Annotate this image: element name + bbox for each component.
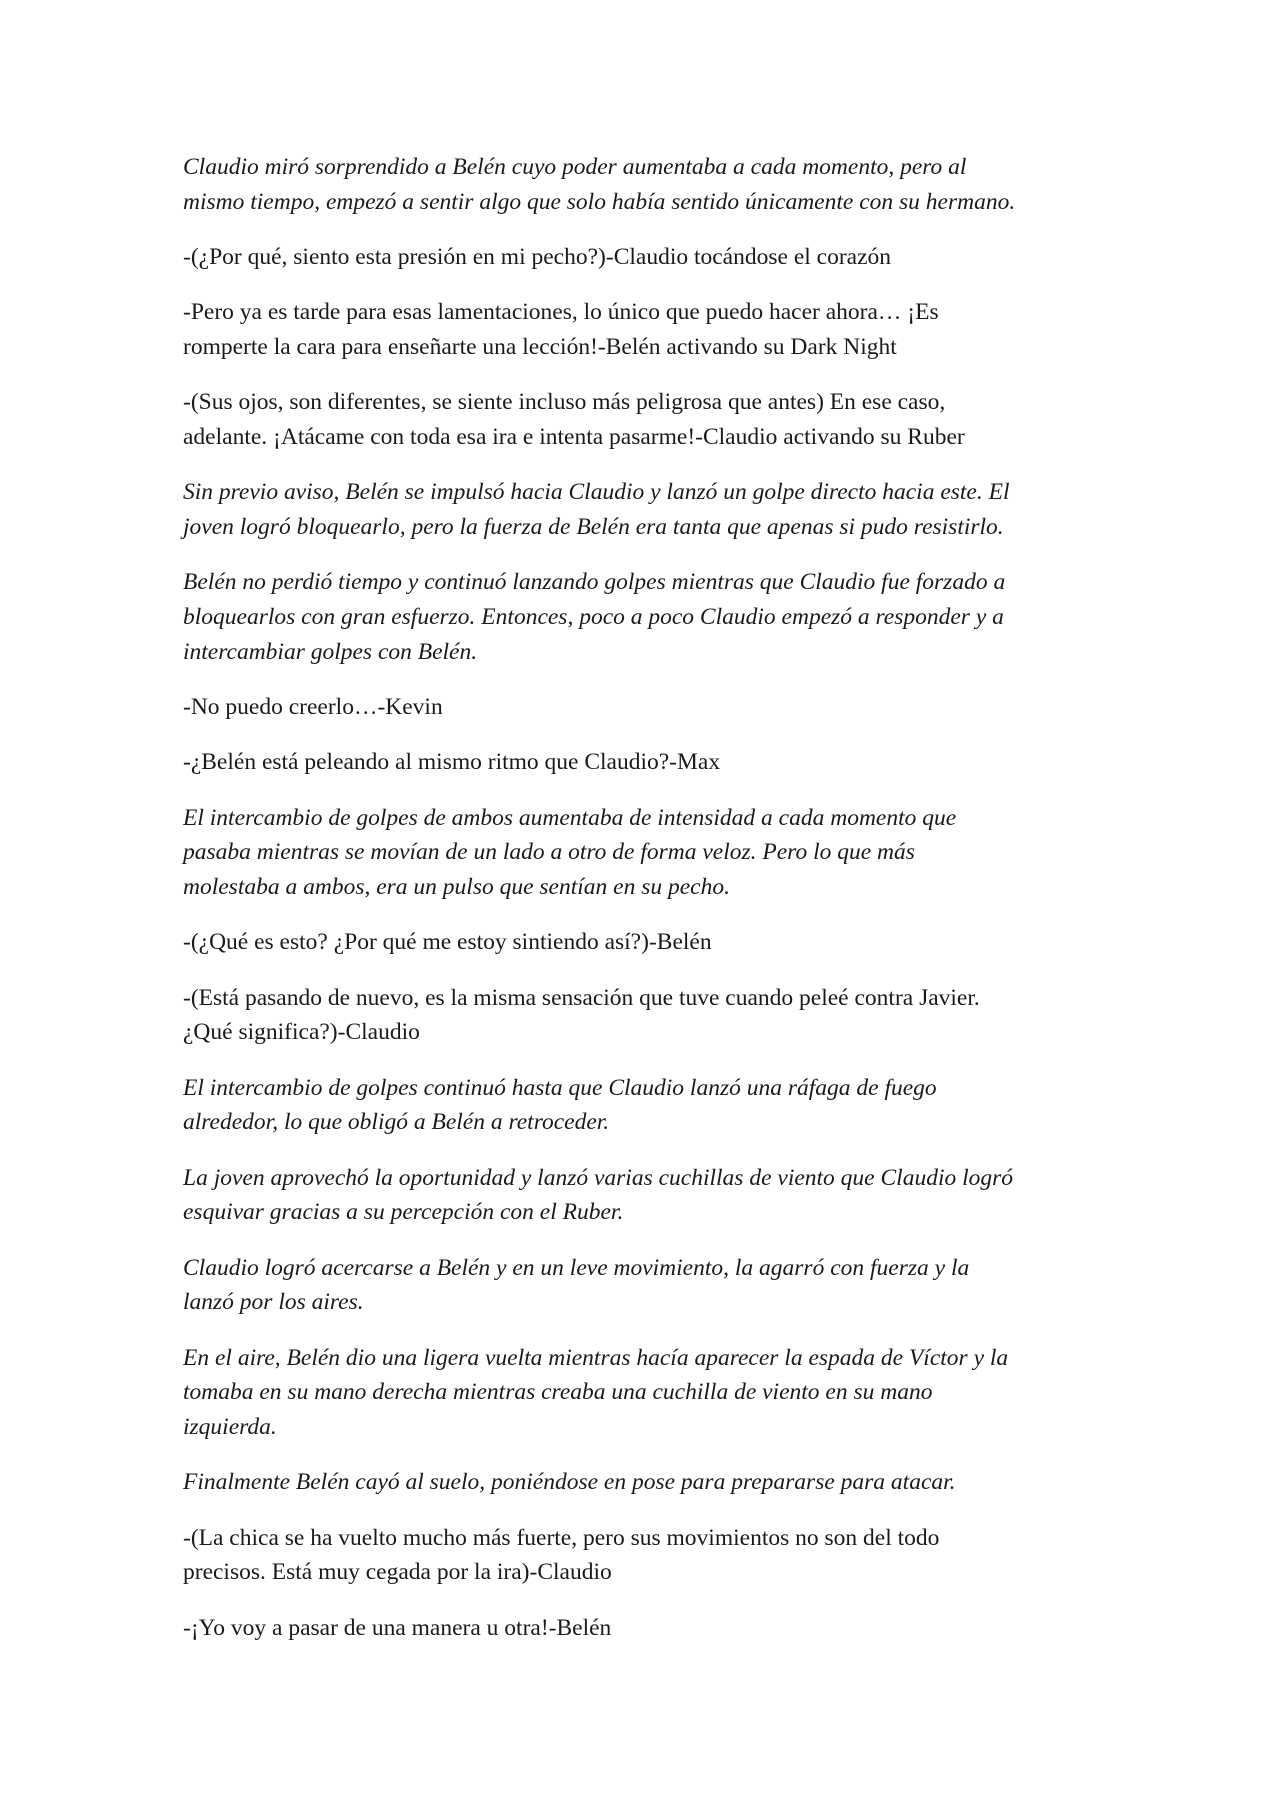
text-line: El intercambio de golpes continuó hasta que Claudio lanzó una ráfaga de fuego — [183, 1074, 937, 1101]
dialogue-paragraph — [183, 690, 1123, 725]
text-line: pasaba mientras se movían de un lado a otro de forma veloz. Pero lo que más — [183, 839, 915, 866]
narration-paragraph — [183, 1251, 1123, 1320]
dialogue-paragraph — [183, 925, 1123, 960]
text-line: En el aire, Belén dio una ligera vuelta mientras hacía aparecer la espada de Víctor y la — [183, 1344, 1009, 1371]
text-line: -¿Belén está peleando al mismo ritmo que Claudio?-Max — [183, 749, 721, 776]
text-line: La joven aprovechó la oportunidad y lanzó varias cuchillas de viento que Claudio logró — [183, 1164, 1014, 1191]
narration-paragraph — [183, 475, 1123, 544]
text-line: Claudio miró sorprendido a Belén cuyo poder aumentaba a cada momento, pero al — [183, 154, 967, 180]
text-line: romperte la cara para enseñarte una lección!-Belén activando su Dark Night — [183, 333, 897, 360]
text-line: intercambiar golpes con Belén. — [183, 638, 478, 665]
narration-paragraph — [183, 1071, 1123, 1140]
text-line: Belén no perdió tiempo y continuó lanzando golpes mientras que Claudio fue forzado a — [183, 569, 1006, 596]
text-line: tomaba en su mano derecha mientras creaba una cuchilla de viento en su mano — [183, 1379, 933, 1406]
narration-paragraph — [183, 801, 1123, 905]
dialogue-paragraph — [183, 240, 1123, 275]
text-line: -No puedo creerlo…-Kevin — [183, 693, 443, 720]
dialogue-paragraph — [183, 295, 1123, 364]
text-line: -(Sus ojos, son diferentes, se siente incluso más peligrosa que antes) En ese caso, — [183, 389, 946, 416]
text-line: esquivar gracias a su percepción con el Ruber. — [183, 1199, 624, 1226]
text-line: -(¿Por qué, siento esta presión en mi pecho?)-Claudio tocándose el corazón — [183, 243, 892, 270]
narration-paragraph — [183, 150, 1123, 219]
text-line: mismo tiempo, empezó a sentir algo que solo había sentido únicamente con su hermano. — [183, 188, 1016, 215]
document-page — [183, 150, 1123, 1666]
text-line: adelante. ¡Atácame con toda esa ira e intenta pasarme!-Claudio activando su Ruber — [183, 423, 965, 450]
dialogue-paragraph — [183, 981, 1123, 1050]
text-line: ¿Qué significa?)-Claudio — [183, 1019, 420, 1046]
text-line: izquierda. — [183, 1413, 277, 1440]
text-line: -(¿Qué es esto? ¿Por qué me estoy sintiendo así?)-Belén — [183, 929, 712, 956]
text-line: Finalmente Belén cayó al suelo, poniéndose en pose para prepararse para atacar. — [183, 1469, 956, 1496]
text-line: -(La chica se ha vuelto mucho más fuerte, pero sus movimientos no son del todo — [183, 1524, 940, 1551]
text-line: -Pero ya es tarde para esas lamentaciones, lo único que puedo hacer ahora… ¡Es — [183, 299, 939, 326]
text-line: -(Está pasando de nuevo, es la misma sensación que tuve cuando peleé contra Javier. — [183, 984, 980, 1011]
dialogue-paragraph — [183, 385, 1123, 454]
text-line: bloquearlos con gran esfuerzo. Entonces, poco a poco Claudio empezó a responder y a — [183, 603, 1004, 630]
dialogue-paragraph — [183, 1521, 1123, 1590]
text-line: -¡Yo voy a pasar de una manera u otra!-Belén — [183, 1614, 612, 1641]
text-line: lanzó por los aires. — [183, 1289, 364, 1316]
narration-paragraph — [183, 1341, 1123, 1445]
narration-paragraph — [183, 1161, 1123, 1230]
text-line: El intercambio de golpes de ambos aumentaba de intensidad a cada momento que — [183, 804, 957, 831]
narration-paragraph — [183, 565, 1123, 669]
dialogue-paragraph — [183, 1611, 1123, 1646]
text-line: precisos. Está muy cegada por la ira)-Claudio — [183, 1559, 612, 1586]
text-line: Sin previo aviso, Belén se impulsó hacia Claudio y lanzó un golpe directo hacia este. El — [183, 479, 1010, 506]
dialogue-paragraph — [183, 745, 1123, 780]
text-line: molestaba a ambos, era un pulso que sentían en su pecho. — [183, 873, 730, 900]
text-line: joven logró bloquearlo, pero la fuerza de Belén era tanta que apenas si pudo resistirlo. — [183, 513, 1004, 540]
text-line: Claudio logró acercarse a Belén y en un leve movimiento, la agarró con fuerza y la — [183, 1254, 970, 1281]
narration-paragraph — [183, 1465, 1123, 1500]
text-line: alrededor, lo que obligó a Belén a retroceder. — [183, 1109, 610, 1136]
